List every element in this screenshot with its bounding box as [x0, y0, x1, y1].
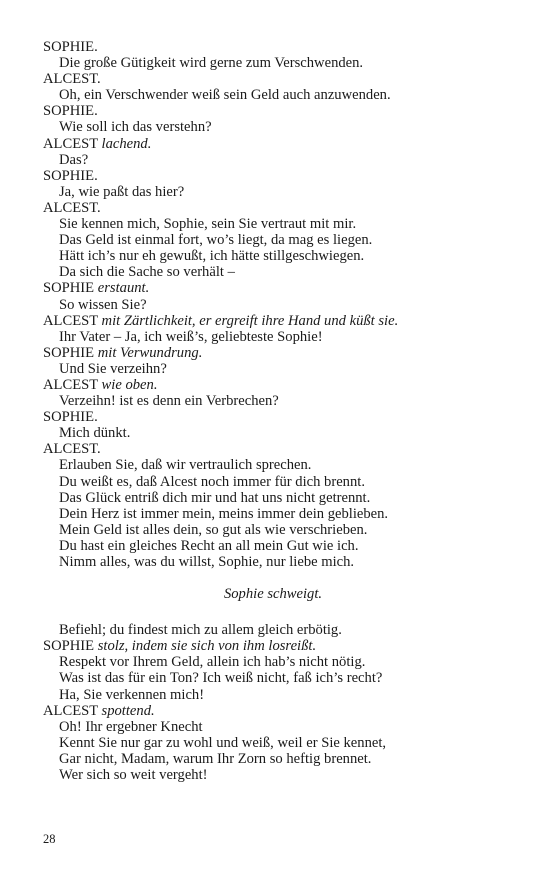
verse-line: Das Glück entriß dich mir und hat uns nicht getrennt. — [59, 489, 371, 506]
verse-line: Respekt vor Ihrem Geld, allein ich hab’s nicht nötig. — [59, 654, 366, 671]
verse-line: Da sich die Sache so verhält – — [59, 264, 235, 281]
speaker-name: SOPHIE. — [43, 409, 98, 426]
verse-line: Nimm alles, was du willst, Sophie, nur liebe mich. — [59, 554, 355, 570]
verse-line: Ja, wie paßt das hier? — [59, 183, 185, 200]
stage-direction-inline: lachend. — [101, 135, 152, 152]
verse-line: Dein Herz ist immer mein, meins immer dein geblieben. — [59, 505, 389, 522]
verse-line: Wie soll ich das verstehn? — [59, 119, 212, 136]
speaker-line — [43, 39, 533, 55]
speaker-line — [43, 441, 533, 457]
verse-line: Kennt Sie nur gar zu wohl und weiß, weil er Sie kennet, — [59, 734, 387, 751]
verse-line: Hätt ich’s nur eh gewußt, ich hätte stillgeschwiegen. — [59, 248, 365, 265]
speaker-name: ALCEST. — [43, 441, 101, 458]
dialogue-block-2 — [43, 622, 533, 783]
speaker-name: SOPHIE — [43, 344, 95, 361]
dialogue-block-1 — [43, 39, 533, 570]
verse-line: Die große Gütigkeit wird gerne zum Verschwenden. — [59, 55, 364, 72]
verse-line: Oh! Ihr ergebner Knecht — [59, 718, 203, 735]
stage-direction-inline: wie oben. — [101, 376, 158, 393]
verse-line: Erlauben Sie, daß wir vertraulich sprechen. — [59, 457, 312, 474]
speaker-name: SOPHIE — [43, 638, 95, 655]
verse-line: Und Sie verzeihn? — [59, 360, 167, 377]
speaker-line — [43, 345, 533, 361]
stage-direction-inline: spottend. — [101, 702, 155, 719]
speaker-name: SOPHIE. — [43, 103, 98, 120]
verse-line: Befiehl; du findest mich zu allem gleich erbötig. — [59, 622, 342, 639]
verse-line: Mein Geld ist alles dein, so gut als wie verschrieben. — [59, 521, 368, 538]
speaker-name: SOPHIE. — [43, 167, 98, 184]
verse-line: Ha, Sie verkennen mich! — [59, 686, 205, 703]
speaker-name: ALCEST — [43, 135, 98, 152]
speaker-line — [43, 313, 533, 329]
speaker-line — [43, 168, 533, 184]
verse-line: Du weißt es, daß Alcest noch immer für dich brennt. — [59, 473, 365, 490]
page-number: 28 — [43, 832, 56, 846]
speaker-name: ALCEST — [43, 312, 98, 329]
speaker-line — [43, 200, 533, 216]
verse-line: Sie kennen mich, Sophie, sein Sie vertraut mit mir. — [59, 216, 357, 233]
speaker-name: SOPHIE. — [43, 39, 98, 55]
verse-line: Du hast ein gleiches Recht an all mein Gut wie ich. — [59, 537, 359, 554]
speaker-line — [43, 103, 533, 119]
stage-direction-inline: mit Zärtlichkeit, er ergreift ihre Hand und küßt sie. — [101, 312, 399, 329]
verse-line: Ihr Vater – Ja, ich weiß’s, geliebteste Sophie! — [59, 328, 323, 345]
speaker-name: ALCEST. — [43, 199, 101, 216]
speaker-line — [43, 280, 533, 296]
speaker-name: ALCEST. — [43, 71, 101, 88]
verse-line: Gar nicht, Madam, warum Ihr Zorn so heftig brennet. — [59, 750, 372, 767]
speaker-line — [43, 377, 533, 393]
speaker-name: SOPHIE — [43, 280, 95, 297]
speaker-line — [43, 409, 533, 425]
stage-direction-inline: stolz, indem sie sich von ihm losreißt. — [97, 638, 317, 655]
speaker-line — [43, 703, 533, 719]
verse-line: Oh, ein Verschwender weiß sein Geld auch anzuwenden. — [59, 87, 391, 104]
verse-line: So wissen Sie? — [59, 296, 147, 313]
verse-line: Das Geld ist einmal fort, wo’s liegt, da mag es liegen. — [59, 232, 373, 249]
stage-direction-inline: erstaunt. — [97, 280, 150, 297]
speaker-line — [43, 136, 533, 152]
speaker-name: ALCEST — [43, 702, 98, 719]
stage-direction: Sophie schweigt. — [223, 586, 323, 603]
verse-line: Mich dünkt. — [59, 425, 131, 442]
speaker-line — [43, 71, 533, 87]
verse-line: Das? — [59, 151, 89, 168]
verse-line: Verzeihn! ist es denn ein Verbrechen? — [59, 393, 279, 410]
speaker-line — [43, 638, 533, 654]
speaker-name: ALCEST — [43, 376, 98, 393]
page-text — [43, 39, 533, 783]
verse-line: Was ist das für ein Ton? Ich weiß nicht, faß ich’s recht? — [59, 670, 383, 687]
verse-line: Wer sich so weit vergeht! — [59, 767, 208, 784]
stage-direction-inline: mit Verwundrung. — [97, 344, 203, 361]
